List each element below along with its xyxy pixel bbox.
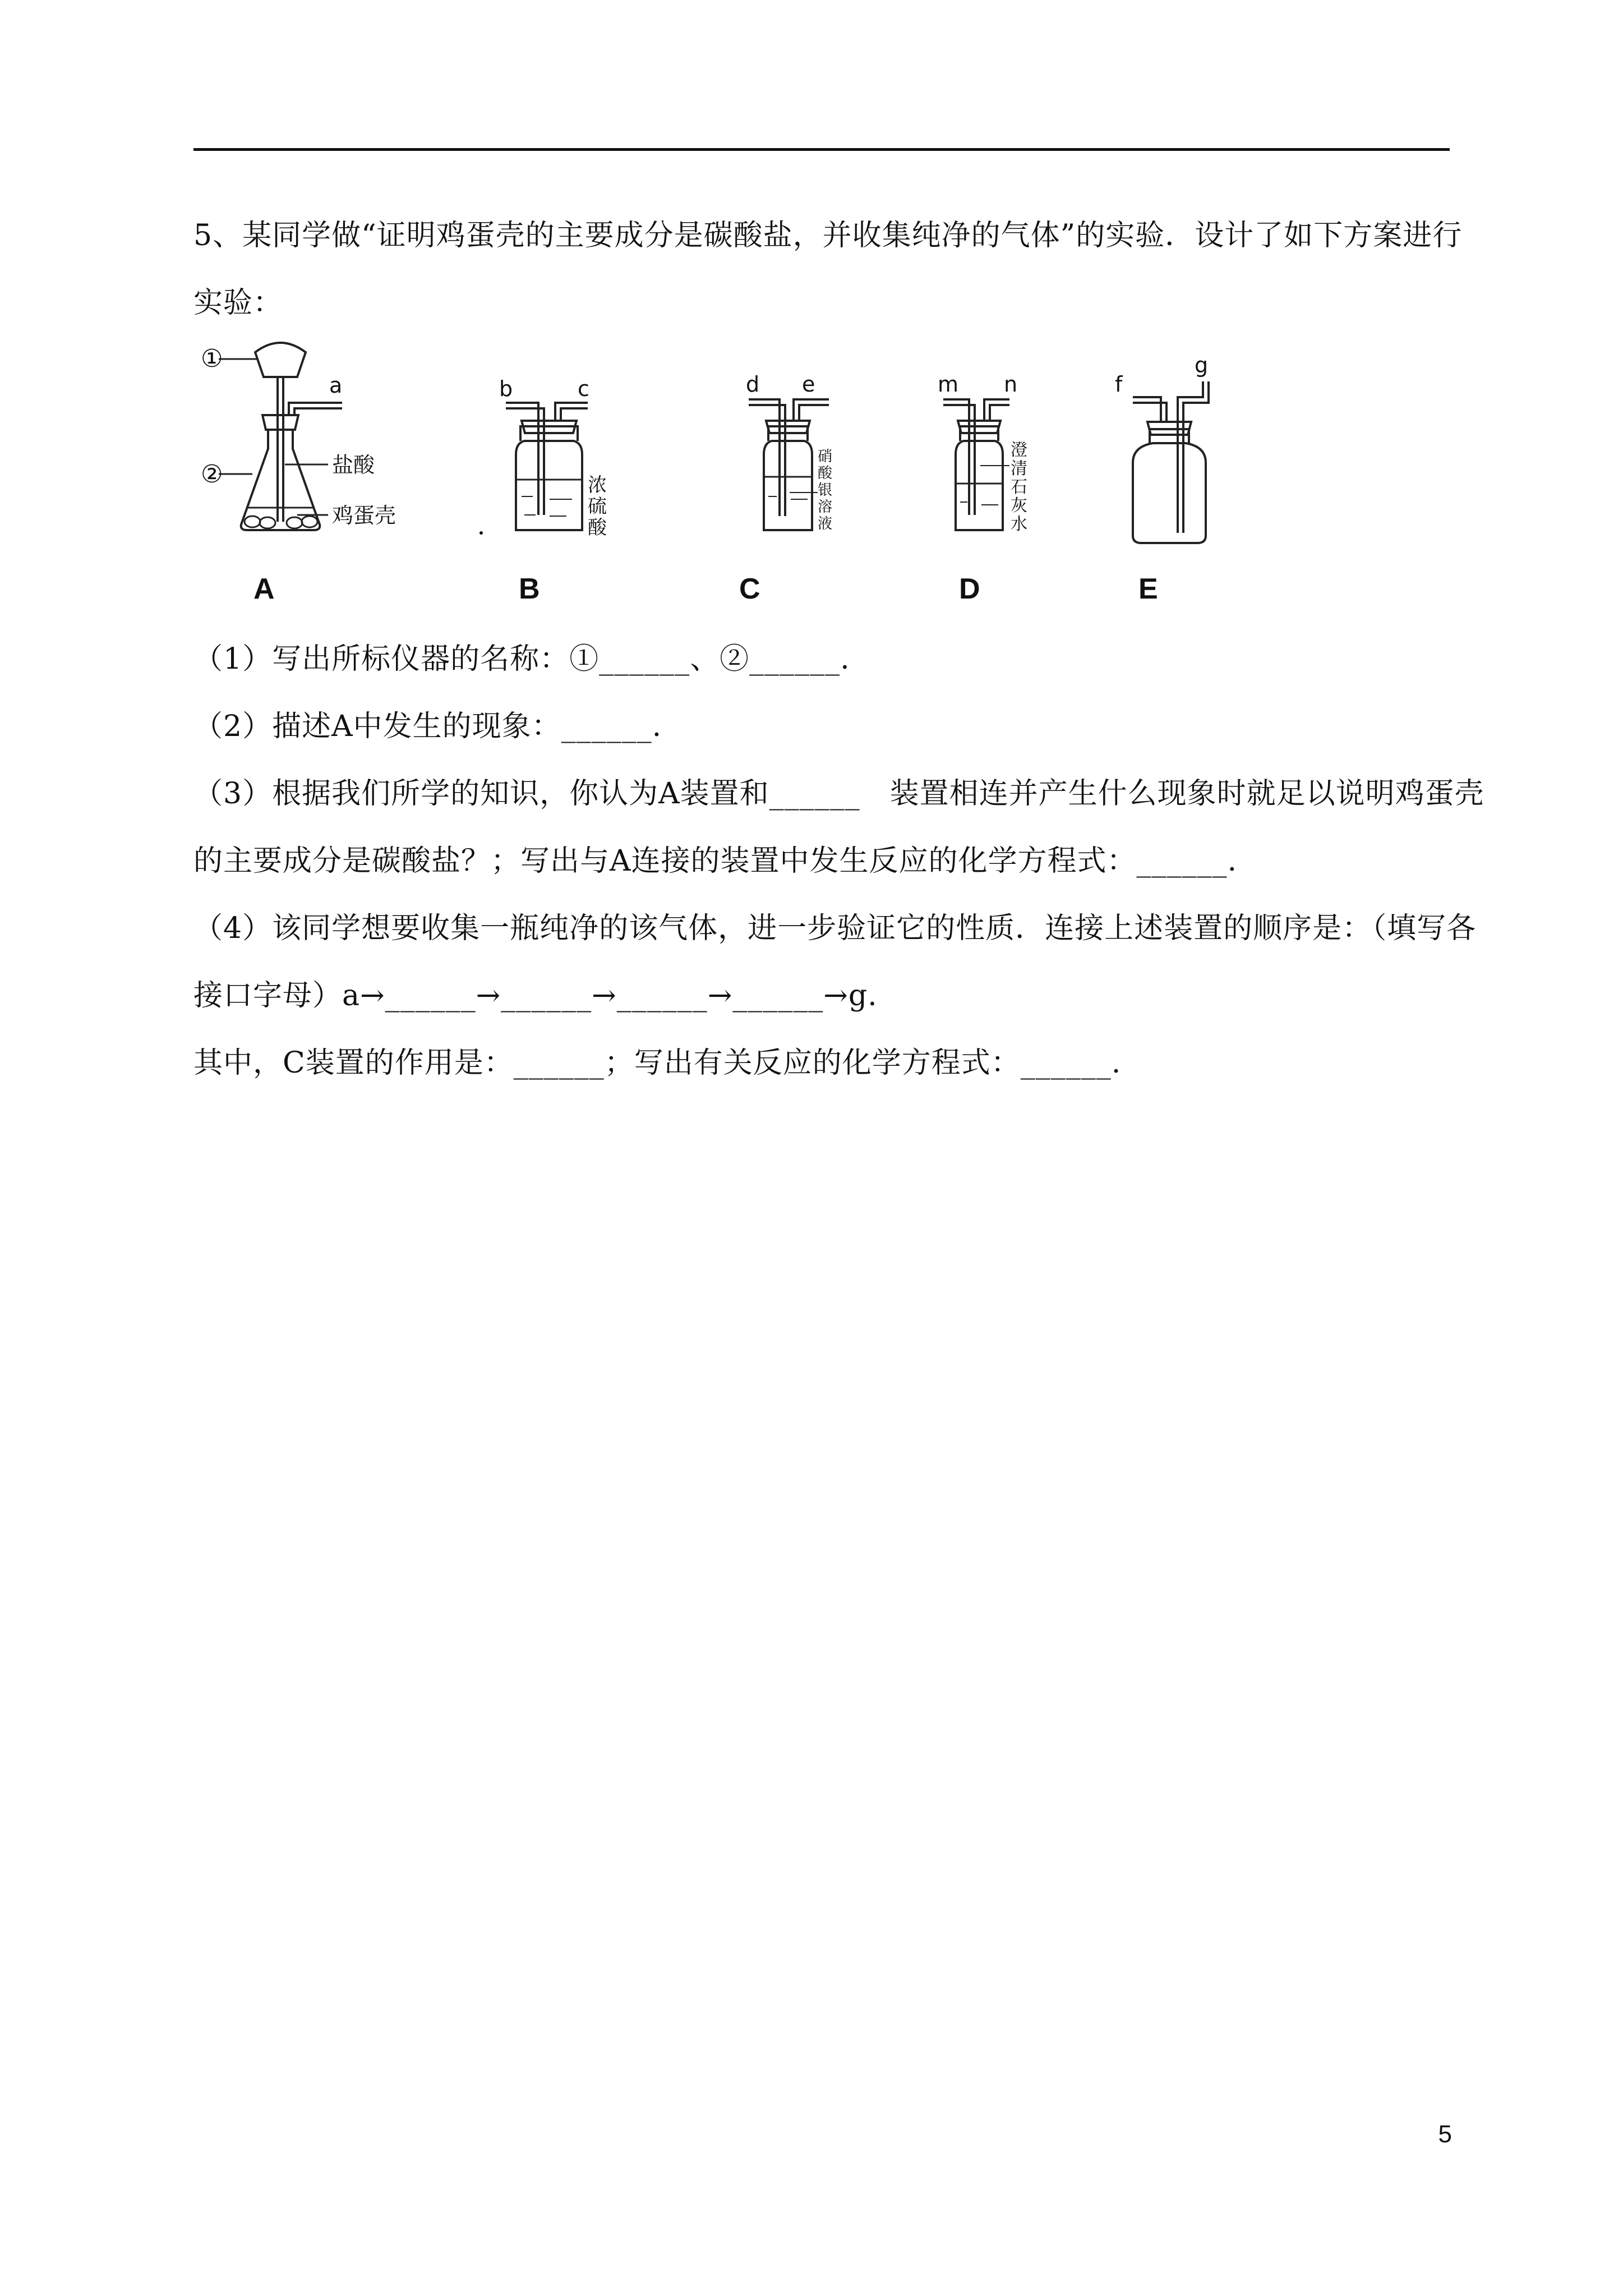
limewater-char-5: 水 — [1011, 514, 1027, 534]
sub-question-3-line-1: （3）根据我们所学的知识，你认为A装置和______ 装置相连并产生什么现象时就足以说明鸡蛋壳 — [193, 777, 1484, 811]
label-d: D — [959, 573, 980, 605]
silver-nitrate-char-5: 液 — [818, 516, 833, 532]
limewater-char-3: 石 — [1011, 477, 1027, 497]
eggshell-label: 鸡蛋壳 — [332, 503, 396, 528]
apparatus-figure — [185, 337, 1251, 628]
label-c: C — [739, 573, 760, 605]
sub-question-4-line-1: （4）该同学想要收集一瓶纯净的该气体，进一步验证它的性质．连接上述装置的顺序是：（填写各 — [193, 912, 1477, 945]
label-b: B — [519, 573, 540, 605]
silver-nitrate-char-3: 银 — [818, 482, 833, 499]
apparatus-c — [749, 399, 829, 530]
apparatus-b — [506, 403, 588, 530]
port-d-label: d — [746, 372, 760, 397]
stray-dot — [479, 531, 483, 535]
acid-label: 盐酸 — [332, 453, 375, 477]
sub-question-1: （1）写出所标仪器的名称：①______、②______. — [193, 642, 850, 676]
silver-nitrate-char-1: 硝 — [818, 448, 833, 465]
sub-question-4-line-2: 接口字母）a→______→______→______→______→g. — [193, 979, 878, 1013]
port-f-label: f — [1115, 372, 1123, 397]
port-e-label: e — [802, 372, 815, 397]
silver-nitrate-char-4: 溶 — [818, 499, 833, 516]
silver-nitrate-char-2: 酸 — [818, 465, 833, 482]
mark-1-label: ① — [201, 344, 223, 373]
intro-line-1: 5、某同学做“证明鸡蛋壳的主要成分是碳酸盐，并收集纯净的气体”的实验．设计了如下方案进行 — [193, 219, 1463, 252]
port-g-label: g — [1195, 353, 1209, 378]
limewater-char-1: 澄 — [1011, 440, 1027, 460]
sub-question-3-line-2: 的主要成分是碳酸盐？；写出与A连接的装置中发生反应的化学方程式：______. — [193, 844, 1238, 878]
limewater-char-4: 灰 — [1011, 496, 1027, 516]
apparatus-diagram — [185, 337, 1251, 628]
header-rule — [193, 148, 1450, 151]
port-b-label: b — [499, 376, 513, 401]
port-a-label: a — [329, 373, 343, 398]
sulfuric-acid-char-2: 硫 — [588, 495, 607, 518]
label-e: E — [1138, 573, 1158, 605]
sub-questions — [193, 625, 1484, 1097]
sulfuric-acid-char-3: 酸 — [588, 517, 607, 539]
apparatus-a — [219, 343, 342, 530]
port-c-label: c — [578, 376, 589, 401]
label-a: A — [253, 573, 275, 605]
mark-2-label: ② — [201, 460, 223, 489]
sub-question-2: （2）描述A中发生的现象：______. — [193, 710, 662, 743]
apparatus-e — [1133, 381, 1209, 543]
page-number: 5 — [1438, 2120, 1452, 2148]
sulfuric-acid-char-1: 浓 — [588, 474, 607, 496]
sub-question-5: 其中，C装置的作用是：______；写出有关反应的化学方程式：______. — [193, 1046, 1122, 1080]
limewater-char-2: 清 — [1011, 459, 1027, 478]
port-n-label: n — [1004, 372, 1018, 397]
apparatus-d — [943, 399, 1009, 530]
question-intro — [193, 202, 1463, 337]
port-m-label: m — [938, 372, 959, 397]
intro-line-2: 实验： — [193, 286, 283, 320]
